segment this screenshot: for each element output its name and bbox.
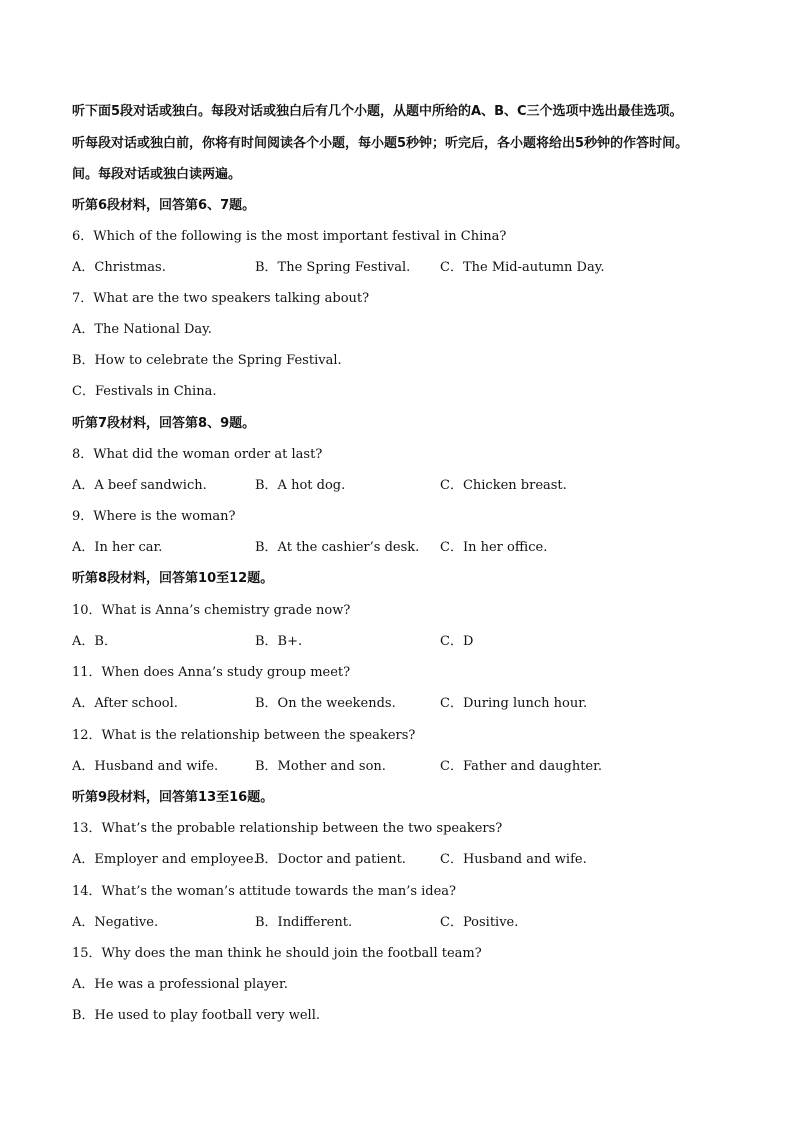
option-b: B．How to celebrate the Spring Festival.	[72, 353, 342, 368]
option-b: B．Indifferent.	[255, 915, 353, 930]
option-b: B．The Spring Festival.	[255, 260, 411, 275]
option-a: A．Christmas.	[72, 260, 166, 275]
option-c: C．The Mid-autumn Day.	[440, 260, 605, 275]
option-b: B．B+.	[255, 634, 303, 649]
question-14: 14．What’s the woman’s attitude towards the man’s idea?	[72, 884, 457, 899]
option-c: C．Positive.	[440, 915, 519, 930]
question-8: 8．What did the woman order at last?	[72, 447, 323, 462]
section-8-heading: 听第8段材料，回答第10至12题。	[72, 571, 274, 586]
option-b: B．A hot dog.	[255, 478, 346, 493]
option-b: B．Mother and son.	[255, 759, 386, 774]
option-b: B．He used to play football very well.	[72, 1008, 321, 1023]
option-c: C．Chicken breast.	[440, 478, 567, 493]
option-c: C．Husband and wife.	[440, 852, 587, 867]
option-c: C．D	[440, 634, 474, 649]
option-b: B．At the cashier’s desk.	[255, 540, 420, 555]
question-7: 7．What are the two speakers talking about?	[72, 291, 370, 306]
question-10: 10．What is Anna’s chemistry grade now?	[72, 603, 351, 618]
option-c: C．Festivals in China.	[72, 384, 217, 399]
question-15: 15．Why does the man think he should join the football team?	[72, 946, 482, 961]
instructions-line-2: 听每段对话或独白前，你将有时间阅读各个小题，每小题5秒钟；听完后，各小题将给出5秒钟的作答时间。	[72, 136, 689, 151]
option-a: A．The National Day.	[72, 322, 212, 337]
section-9-heading: 听第9段材料，回答第13至16题。	[72, 790, 274, 805]
question-6: 6．Which of the following is the most important festival in China?	[72, 229, 507, 244]
question-9: 9．Where is the woman?	[72, 509, 236, 524]
option-a: A．B．	[72, 634, 117, 649]
option-a: A．He was a professional player.	[72, 977, 288, 992]
option-c: C．During lunch hour.	[440, 696, 588, 711]
question-12: 12．What is the relationship between the speakers?	[72, 728, 416, 743]
question-13: 13．What’s the probable relationship between the two speakers?	[72, 821, 503, 836]
option-a: A．After school.	[72, 696, 178, 711]
option-a: A．Negative.	[72, 915, 159, 930]
instructions-line-3: 间。每段对话或独白读两遍。	[72, 167, 242, 182]
section-6-heading: 听第6段材料，回答第6、7题。	[72, 198, 256, 213]
section-7-heading: 听第7段材料，回答第8、9题。	[72, 416, 256, 431]
option-c: C．Father and daughter.	[440, 759, 603, 774]
option-c: C．In her office.	[440, 540, 548, 555]
option-a: A．Employer and employee.	[72, 852, 258, 867]
option-a: A．In her car.	[72, 540, 163, 555]
option-a: A．Husband and wife.	[72, 759, 219, 774]
option-a: A．A beef sandwich.	[72, 478, 207, 493]
instructions-line-1: 听下面5段对话或独白。每段对话或独白后有几个小题，从题中所给的A、B、C三个选项中选出最佳选项。	[72, 104, 683, 119]
question-11: 11．When does Anna’s study group meet?	[72, 665, 351, 680]
option-b: B．On the weekends.	[255, 696, 396, 711]
option-b: B．Doctor and patient.	[255, 852, 406, 867]
